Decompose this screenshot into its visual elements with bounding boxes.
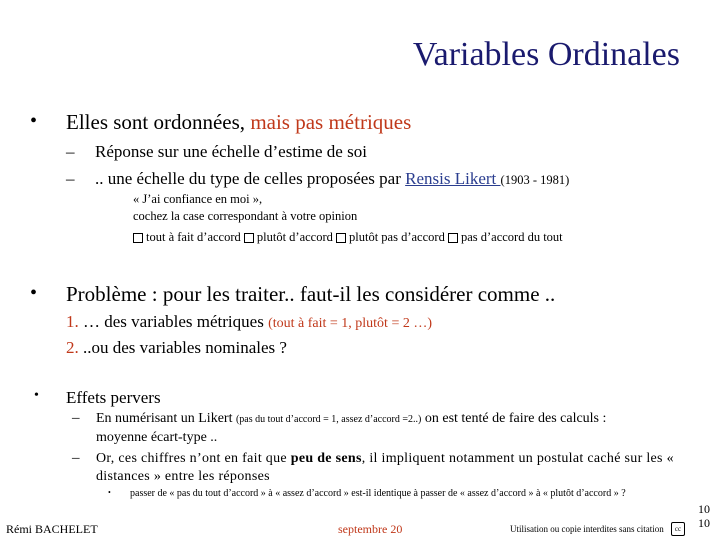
- quote-line1: « J’ai confiance en moi »,: [133, 192, 263, 206]
- dash-marker: –: [66, 142, 75, 161]
- dash-marker: –: [72, 450, 80, 466]
- sub1-text: Réponse sur une échelle d’estime de soi: [95, 142, 367, 161]
- numbered-item-1: [66, 312, 432, 332]
- dash-marker: –: [66, 169, 75, 188]
- checkbox-icon: [448, 233, 458, 243]
- footer-notice: Utilisation ou copie interdites sans citation: [510, 524, 664, 534]
- bullet2-text: Problème : pour les traiter.. faut-il les considérer comme ..: [66, 282, 556, 306]
- bullet-marker: •: [30, 110, 38, 132]
- checkbox-icon: [244, 233, 254, 243]
- page-number: 10: [698, 502, 710, 516]
- quote-line2: cochez la case correspondant à votre opinion: [133, 209, 358, 223]
- effect2-bold: peu de sens: [290, 451, 362, 466]
- likert-options: [133, 230, 563, 245]
- bullet1-main: Elles sont ordonnées,: [66, 110, 251, 134]
- effect-2: [96, 450, 676, 486]
- checkbox-icon: [336, 233, 346, 243]
- bullet-marker: •: [30, 282, 38, 304]
- option-2: plutôt d’accord: [256, 230, 333, 244]
- item-number: 2.: [66, 338, 79, 357]
- dash-marker: –: [72, 410, 80, 426]
- effect2-before: Or, ces chiffres n’ont en fait que: [96, 451, 291, 466]
- subsub-text: passer de « pas du tout d’accord » à « assez d’accord » est-il identique à passer de « assez d’accord » à « plutôt d’accord » ?: [130, 488, 626, 499]
- effect2-after: , il impliquent notamment un postulat caché sur les « distances » entre les réponses: [96, 451, 674, 484]
- option-4: pas d’accord du tout: [460, 230, 563, 244]
- option-3: plutôt pas d’accord: [349, 230, 445, 244]
- effect-1: [96, 410, 656, 447]
- slide-title: Variables Ordinales: [412, 36, 680, 73]
- bullet-marker: •: [34, 388, 39, 403]
- item-text: … des variables métriques: [78, 312, 269, 331]
- sub2-dates: (1903 - 1981): [500, 173, 570, 187]
- bullet-marker: •: [108, 488, 111, 497]
- bullet3-text: Effets pervers: [66, 388, 161, 407]
- footer-author: Rémi BACHELET: [6, 522, 98, 536]
- item-number: 1.: [66, 312, 79, 331]
- effect1-after: on est tenté de faire des calculs : moyenne écart-type ..: [96, 411, 607, 445]
- cc-license-icon: cc: [671, 522, 685, 536]
- bullet1-text: [66, 110, 411, 135]
- item-note: (tout à fait = 1, plutôt = 2 …): [268, 316, 432, 331]
- item-text: ..ou des variables nominales ?: [78, 338, 287, 357]
- footer-date: septembre 20: [338, 522, 403, 536]
- page-number: 10: [698, 516, 710, 530]
- checkbox-icon: [133, 233, 143, 243]
- sub2-text: [95, 169, 569, 189]
- effect1-small: (pas du tout d’accord = 1, assez d’accord =2..): [235, 414, 422, 425]
- sub2-before: .. une échelle du type de celles proposées par: [95, 169, 406, 188]
- numbered-item-2: [66, 338, 287, 358]
- effect1-before: En numérisant un Likert: [96, 411, 236, 426]
- likert-link[interactable]: Rensis Likert: [405, 169, 501, 188]
- option-1: tout à fait d’accord: [146, 230, 241, 244]
- bullet1-red: mais pas métriques: [250, 110, 412, 134]
